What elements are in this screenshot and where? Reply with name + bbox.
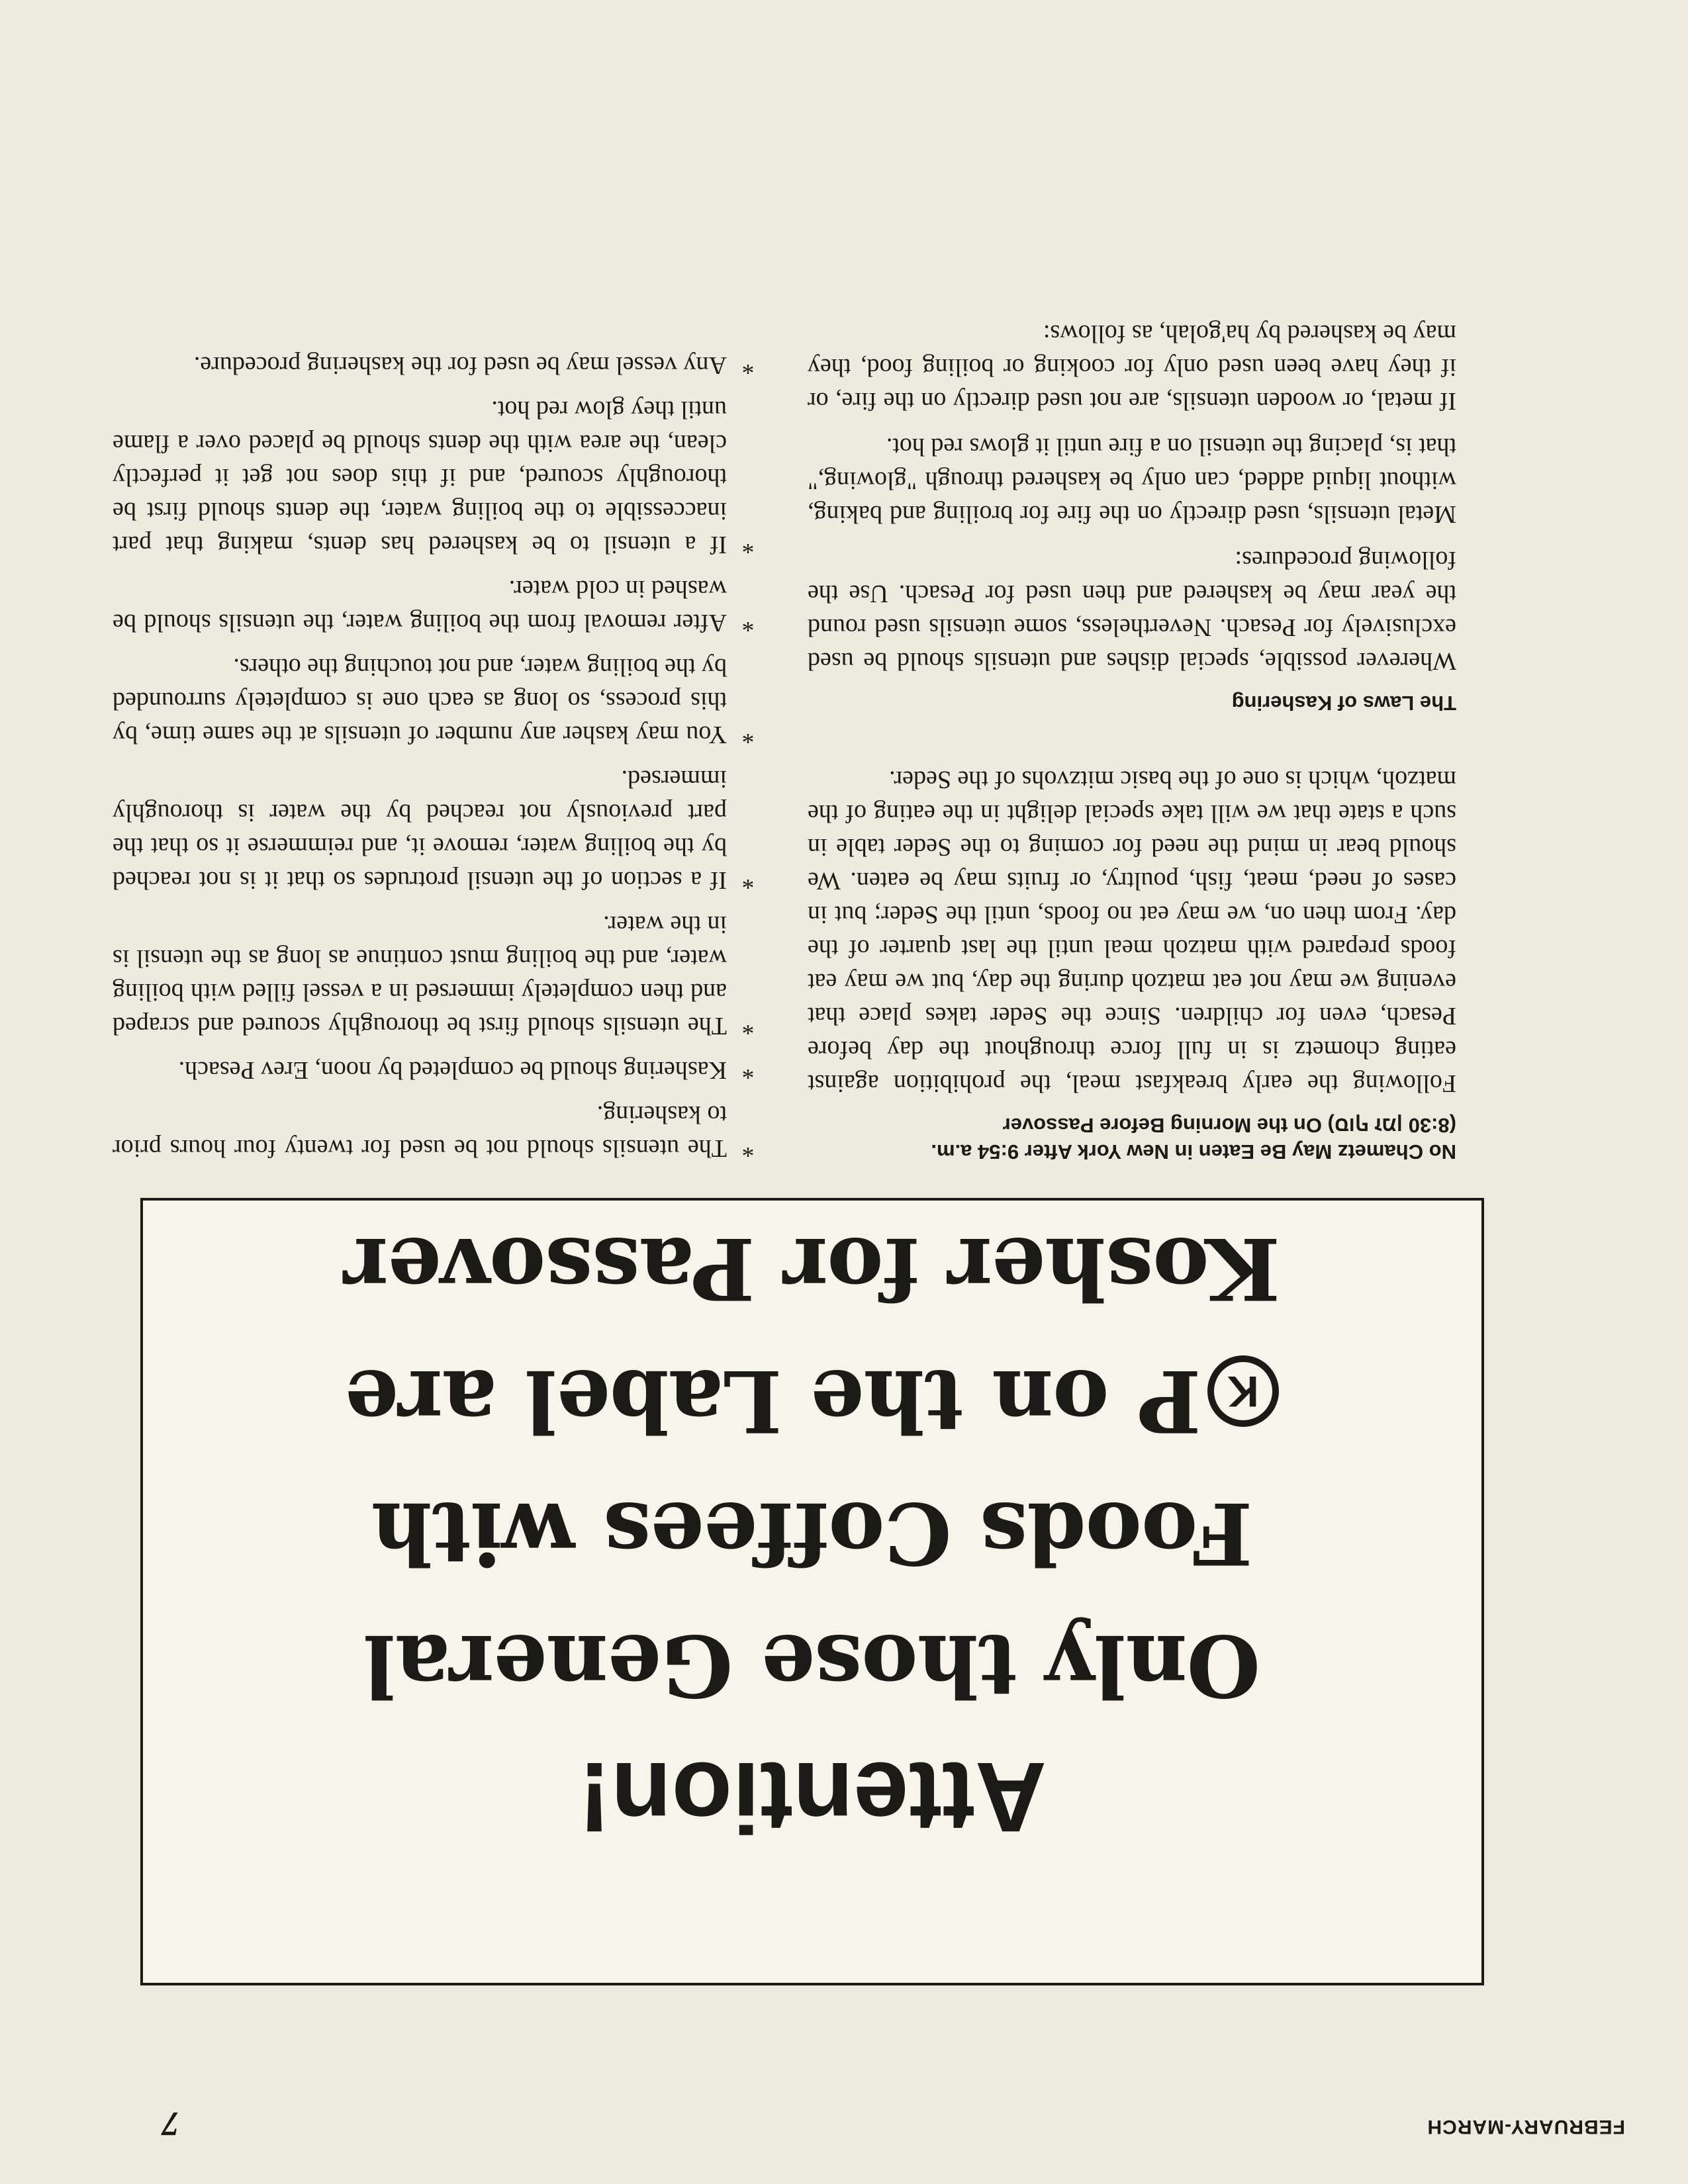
attention-line-3: P on the Label are <box>345 1351 1201 1450</box>
kashering-procedure-list <box>113 348 761 1165</box>
attention-line-3-wrap <box>143 1334 1481 1467</box>
kashering-heading: The Laws of Kashering <box>1231 692 1456 715</box>
kashering-paragraph-1: Wherever possible, special dishes and utensils should be used exclusively for Pesach. Nevertheless, some utensils used round the year may be kashered and then used for Pesach. Use the following procedures: <box>808 546 1456 675</box>
running-head: FEBRUARY-MARCH <box>1427 2116 1625 2138</box>
list-item <box>113 907 761 1042</box>
asterisk-bullet-icon: * <box>741 1134 755 1162</box>
kashering-paragraph-3: If metal, or wooden utensils, are not used directly on the fire, or if they have been used only for cooking or boiling food, they may be kashered by ha'golah, as follows: <box>808 320 1456 415</box>
asterisk-bullet-icon: * <box>741 1012 755 1040</box>
list-item <box>113 762 761 897</box>
procedure-text: Kashering should be completed by noon, Erev Pesach. <box>178 1056 727 1084</box>
attention-line-1: Only those General <box>364 1615 1260 1715</box>
kashering-paragraph-2: Metal utensils, used directly on the fire for broiling and baking, without liquid added, can only be kashered through "glowing," that is, placing the utensil on a fire until it glows red hot. <box>808 433 1456 528</box>
attention-line-4: Kosher for Passover <box>344 1218 1281 1318</box>
chametz-heading-line-1: No Chametz May Be Eaten in New York After 9:54 a.m. <box>931 1140 1456 1163</box>
list-item <box>113 572 761 639</box>
attention-lead: Attention! <box>577 1742 1047 1853</box>
left-column <box>808 304 1456 1165</box>
right-column <box>113 338 761 1165</box>
attention-notice-box <box>140 1198 1484 1985</box>
procedure-text: Any vessel may be used for the kashering procedure. <box>193 351 727 379</box>
list-item <box>113 650 761 751</box>
attention-notice-text <box>143 1202 1481 1864</box>
procedure-text: You may kasher any number of utensils at the same time, by this process, so long as each one is completely surrounded by the boiling water, and not touching the others. <box>113 653 727 749</box>
asterisk-bullet-icon: * <box>741 866 755 894</box>
asterisk-bullet-icon: * <box>741 609 755 637</box>
list-item <box>113 1053 761 1087</box>
chametz-heading-line-2: (8:30 סוף זמן) On the Morning Before Passover <box>1002 1114 1456 1137</box>
asterisk-bullet-icon: * <box>741 1056 755 1084</box>
list-item <box>113 348 761 382</box>
procedure-text: After removal from the boiling water, the utensils should be washed in cold water. <box>113 575 727 637</box>
chametz-body: Following the early breakfast meal, the prohibition against eating chometz is in full force throughout the day before Pesach, even for children. Since the Seder takes place that evening we may not eat matzoh during the day, but we may eat foods prepared with matzoh meal until the last quarter of the day. From then on, we may eat no foods, until the Seder; but in cases of need, meat, fish, poultry, or fruits may be eaten. We should bear in mind the need for coming to the Seder table in such a state that we will take special delight in the eating of the matzoh, which is one of the basic mitzvohs of the Seder. <box>808 766 1456 1097</box>
chametz-heading <box>808 1112 1456 1165</box>
page-number: 7 <box>162 2105 179 2142</box>
procedure-text: If a section of the utensil protrudes so that it is not reached by the boiling water, remove it, and reimmerse it so that the part previously not reached by the water is thoroughly immersed. <box>113 765 727 894</box>
procedure-text: The utensils should first be thoroughly scoured and scraped and then completely immersed in a vessel filled with boiling water, and the boiling must continue as long as the utensil is in the water. <box>113 911 727 1040</box>
asterisk-bullet-icon: * <box>741 721 755 749</box>
list-item <box>113 1097 761 1165</box>
procedure-text: The utensils should not be used for twenty four hours prior to kashering. <box>113 1101 727 1162</box>
procedure-text: If a utensil to be kashered has dents, making that part inaccessible to the boiling water, the dents should first be thoroughly scoured, and if this does not get it perfectly clean, the area with the dents should be placed over a flame until they glow red hot. <box>113 396 727 559</box>
asterisk-bullet-icon: * <box>741 351 755 379</box>
asterisk-bullet-icon: * <box>741 531 755 559</box>
list-item <box>113 392 761 561</box>
attention-line-2: Foods Coffees with <box>371 1483 1253 1582</box>
kosher-k-symbol-icon: K <box>1207 1355 1279 1427</box>
